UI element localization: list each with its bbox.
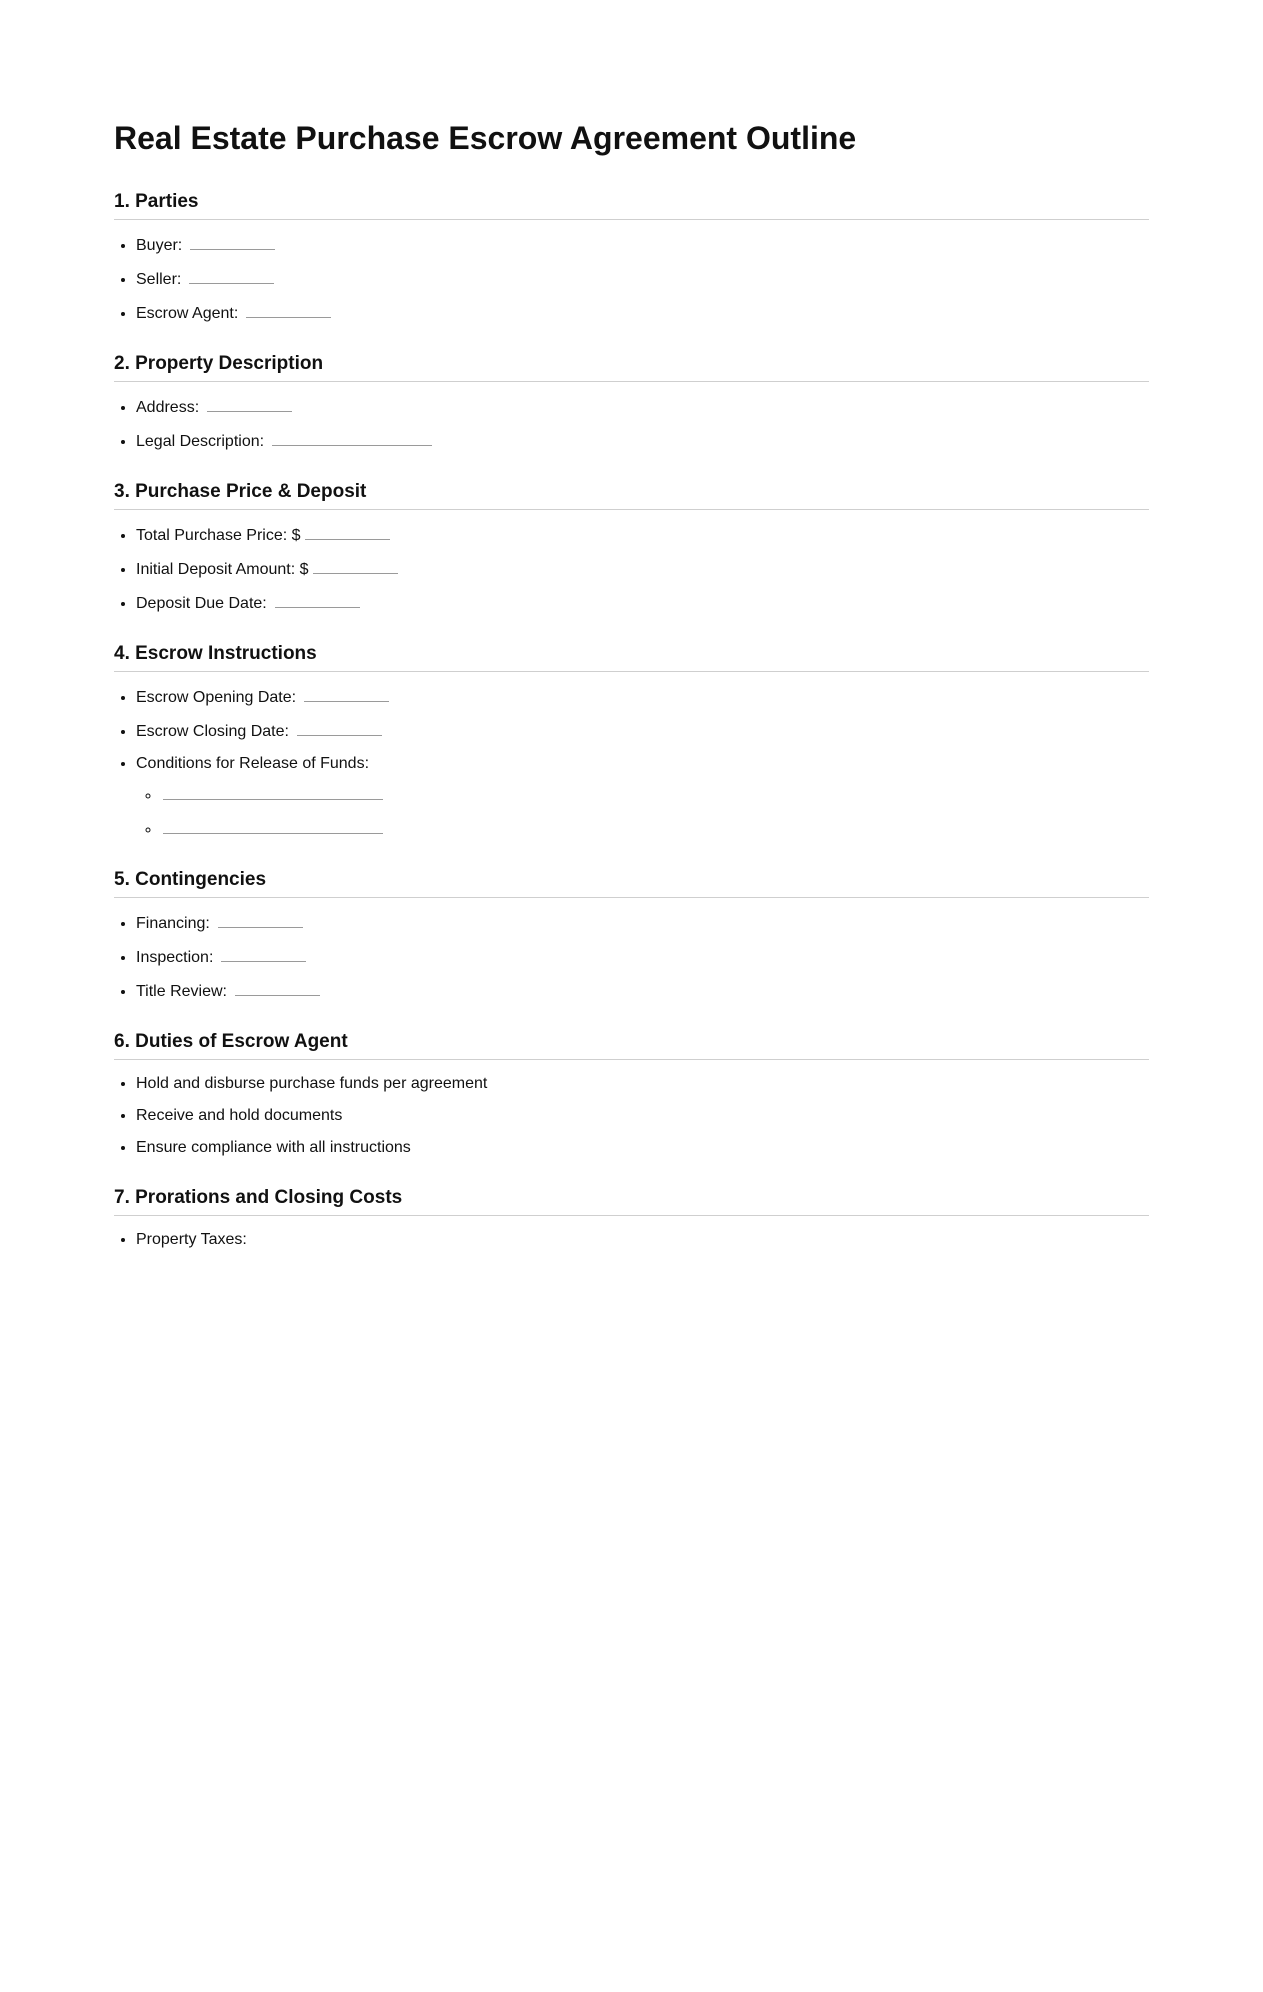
list-item-title-review (136, 980, 1149, 1002)
section-heading: 6. Duties of Escrow Agent (114, 1030, 1149, 1060)
list-item-release-conditions (136, 754, 1149, 840)
escrow-opening-label: Escrow Opening Date: (136, 689, 297, 706)
list-item-deposit-due-date (136, 592, 1149, 614)
section-property-description (114, 352, 1149, 452)
seller-blank-field[interactable] (189, 268, 274, 284)
parties-list (114, 234, 1149, 324)
prorations-list (114, 1230, 1149, 1250)
list-item-escrow-opening (136, 686, 1149, 708)
section-heading: 3. Purchase Price & Deposit (114, 480, 1149, 510)
list-item-seller (136, 268, 1149, 290)
list-item-condition-1 (161, 784, 1149, 806)
document-title: Real Estate Purchase Escrow Agreement Outline (114, 120, 857, 156)
contingencies-list (114, 912, 1149, 1002)
total-price-blank-field[interactable] (305, 524, 390, 540)
list-item-buyer (136, 234, 1149, 256)
property-taxes-label: Property Taxes: (136, 1231, 247, 1248)
deposit-due-date-label: Deposit Due Date: (136, 595, 267, 612)
buyer-blank-field[interactable] (190, 234, 275, 250)
address-label: Address: (136, 399, 200, 416)
list-item-duty: • Receive and hold documents (136, 1106, 1149, 1126)
section-duties (114, 1030, 1149, 1158)
section-prorations (114, 1186, 1149, 1250)
escrow-closing-blank-field[interactable] (297, 720, 382, 736)
escrow-opening-blank-field[interactable] (304, 686, 389, 702)
initial-deposit-label: Initial Deposit Amount: $ (136, 561, 309, 578)
duties-list (114, 1074, 1149, 1158)
condition-1-blank-field[interactable] (163, 784, 383, 800)
list-item-legal-description (136, 430, 1149, 452)
section-heading: 1. Parties (114, 190, 1149, 220)
section-heading: 5. Contingencies (114, 868, 1149, 898)
list-item-initial-deposit (136, 558, 1149, 580)
release-conditions-label: Conditions for Release of Funds: (136, 755, 370, 772)
release-conditions-sublist (136, 784, 1149, 840)
financing-label: Financing: (136, 915, 210, 932)
list-item-property-taxes (136, 1230, 1149, 1250)
buyer-label: Buyer: (136, 237, 183, 254)
list-item-escrow-agent (136, 302, 1149, 324)
section-heading: 4. Escrow Instructions (114, 642, 1149, 672)
legal-description-label: Legal Description: (136, 433, 265, 450)
escrow-agent-label: Escrow Agent: (136, 305, 239, 322)
escrow-closing-label: Escrow Closing Date: (136, 723, 289, 740)
list-item-duty: • Hold and disburse purchase funds per agreement (136, 1074, 1149, 1094)
section-purchase-price (114, 480, 1149, 614)
price-list (114, 524, 1149, 614)
list-item-escrow-closing (136, 720, 1149, 742)
list-item-condition-2 (161, 818, 1149, 840)
title-review-label: Title Review: (136, 983, 227, 1000)
list-item-inspection (136, 946, 1149, 968)
address-blank-field[interactable] (207, 396, 292, 412)
deposit-due-date-blank-field[interactable] (275, 592, 360, 608)
section-contingencies (114, 868, 1149, 1002)
inspection-label: Inspection: (136, 949, 214, 966)
list-item-address (136, 396, 1149, 418)
escrow-list (114, 686, 1149, 840)
section-parties (114, 190, 1149, 324)
section-heading: 2. Property Description (114, 352, 1149, 382)
initial-deposit-blank-field[interactable] (313, 558, 398, 574)
list-item-total-price (136, 524, 1149, 546)
financing-blank-field[interactable] (218, 912, 303, 928)
escrow-agent-blank-field[interactable] (246, 302, 331, 318)
list-item-financing (136, 912, 1149, 934)
list-item-duty: • Ensure compliance with all instructions (136, 1138, 1149, 1158)
title-review-blank-field[interactable] (235, 980, 320, 996)
section-escrow-instructions (114, 642, 1149, 840)
condition-2-blank-field[interactable] (163, 818, 383, 834)
total-price-label: Total Purchase Price: $ (136, 527, 301, 544)
section-heading: 7. Prorations and Closing Costs (114, 1186, 1149, 1216)
inspection-blank-field[interactable] (221, 946, 306, 962)
seller-label: Seller: (136, 271, 182, 288)
legal-description-blank-field[interactable] (272, 430, 432, 446)
property-list (114, 396, 1149, 452)
